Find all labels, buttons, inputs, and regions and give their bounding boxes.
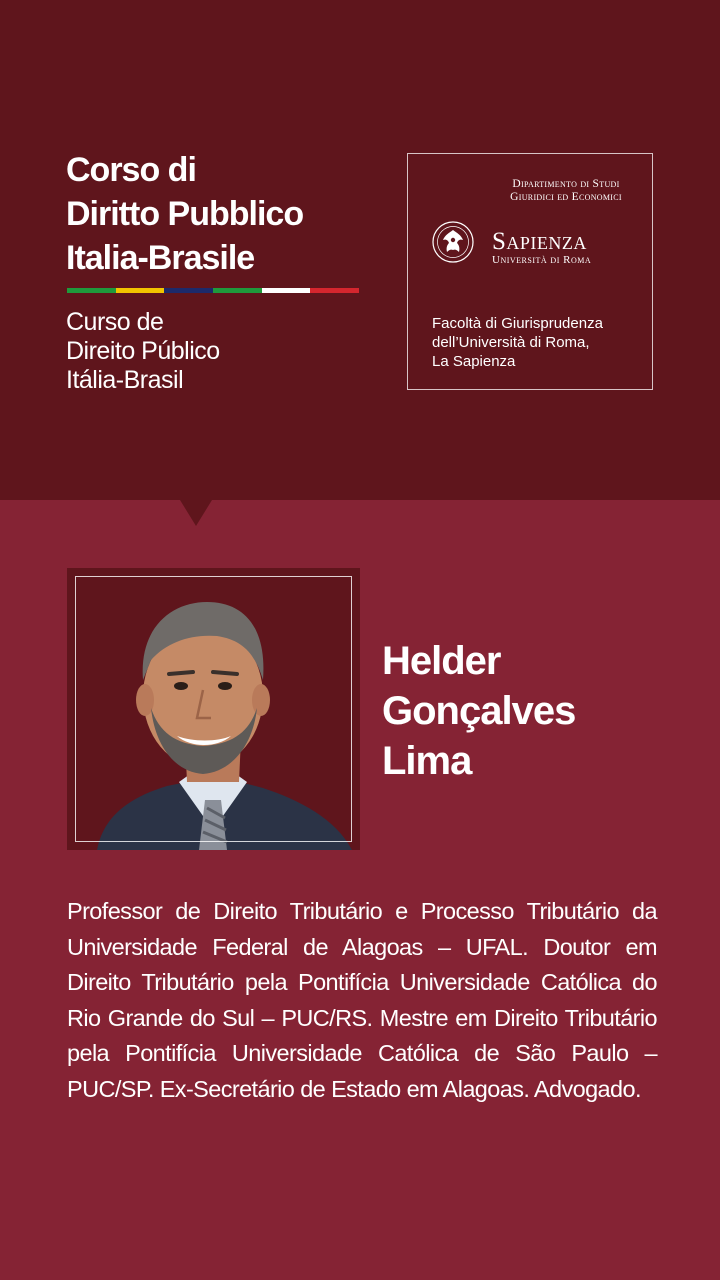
course-title-pt-line: Direito Público <box>66 337 220 365</box>
course-title-italian <box>66 148 303 280</box>
course-title-it-line: Diritto Pubblico <box>66 195 304 233</box>
faculty-name <box>432 314 603 371</box>
department-line: Dipartimento di Studi <box>512 178 620 190</box>
faculty-line: Facoltà di Giurisprudenza <box>432 315 603 332</box>
course-title-it-line: Italia-Brasile <box>66 239 255 277</box>
speaker-name-line: Gonçalves <box>382 689 576 733</box>
faculty-line: La Sapienza <box>432 353 516 370</box>
flag-color-stripe <box>67 288 359 293</box>
speaker-photo <box>67 568 360 850</box>
course-title-pt-line: Curso de <box>66 308 164 336</box>
stripe-segment <box>116 288 165 293</box>
pointer-triangle <box>180 500 212 526</box>
department-name <box>491 178 641 204</box>
photo-inner-border <box>75 576 352 842</box>
speaker-name <box>382 636 575 786</box>
university-name: Sapienza <box>492 228 587 255</box>
course-title-portuguese <box>66 308 220 395</box>
speaker-name-line: Helder <box>382 639 501 683</box>
faculty-line: dell’Università di Roma, <box>432 334 590 351</box>
university-subtitle: Università di Roma <box>492 254 592 266</box>
course-title-pt-line: Itália-Brasil <box>66 366 184 394</box>
stripe-segment <box>213 288 262 293</box>
speaker-bio: Professor de Direito Tributário e Processo Tributário da Universidade Federal de Alagoas – UFAL. Doutor em Direito Tributário pela Pontifícia Universidade Católica do Rio Grande do Sul – PUC/RS. Mestre em Direito Tributário pela Pontifícia Universidade Católica de São Paulo – PUC/SP. Ex-Secretário de Estado em Alagoas. Advogado. <box>67 898 657 1102</box>
course-title-it-line: Corso di <box>66 151 196 189</box>
institution-logo-box <box>407 153 653 390</box>
stripe-segment <box>262 288 311 293</box>
stripe-segment <box>164 288 213 293</box>
speaker-name-line: Lima <box>382 739 472 783</box>
stripe-segment <box>310 288 359 293</box>
stripe-segment <box>67 288 116 293</box>
sapienza-seal-icon <box>432 221 474 263</box>
department-line: Giuridici ed Economici <box>510 191 622 203</box>
